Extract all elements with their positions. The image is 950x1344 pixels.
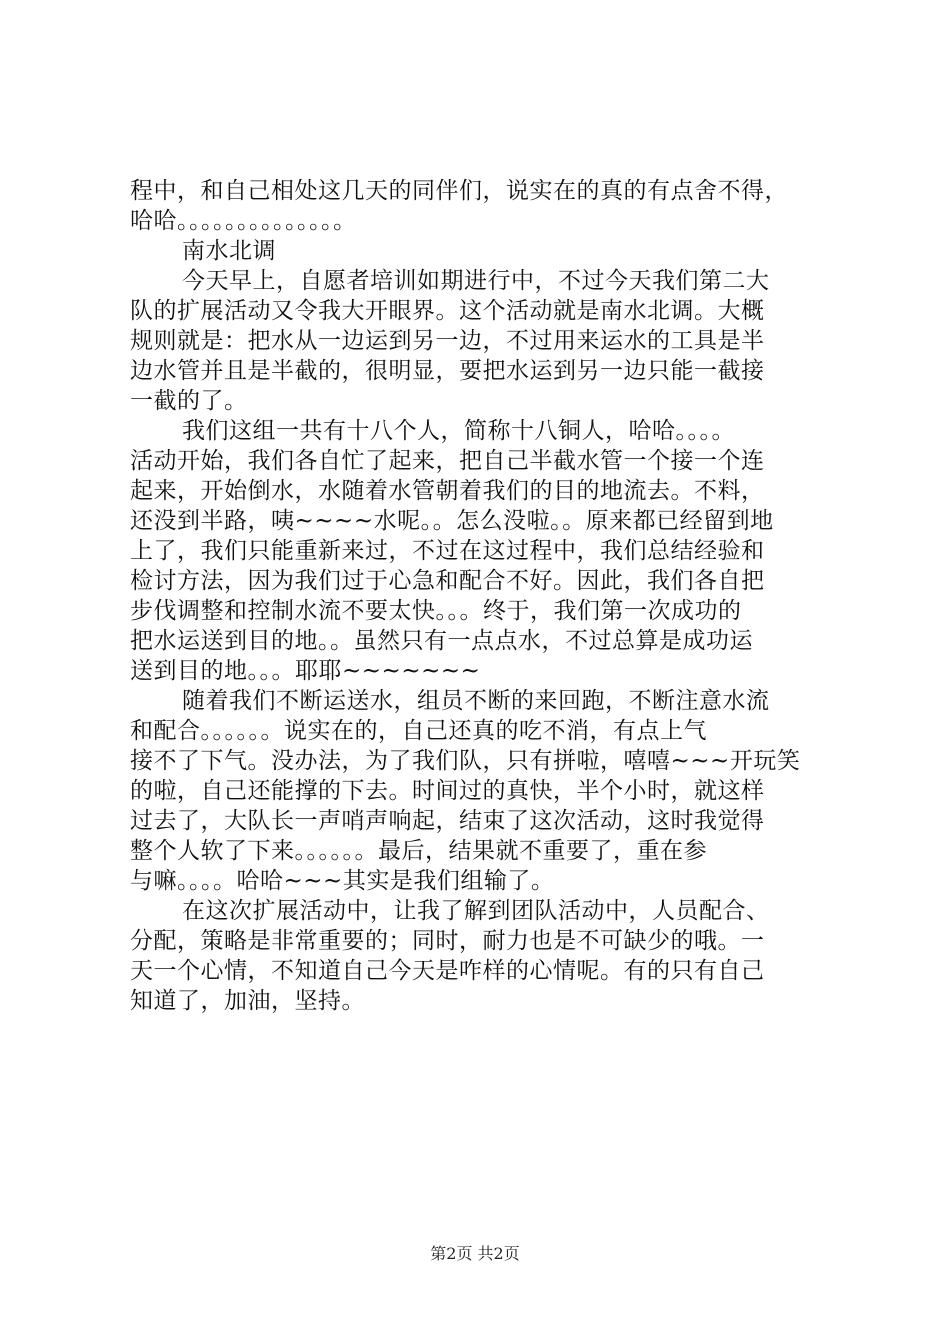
text-line: 天一个心情，不知道自己今天是咋样的心情呢。有的只有自己 — [130, 958, 765, 984]
section-heading: 南水北调 — [182, 238, 276, 264]
text-line: 随着我们不断运送水，组员不断的来回跑，不断注意水流 — [182, 688, 770, 714]
text-line: 与嘛。。。。哈哈~~~其实是我们组输了。 — [130, 868, 555, 894]
text-line: 哈哈。。。。。。。。。。。。。。 — [130, 208, 357, 234]
document-body — [130, 176, 830, 1016]
text-line: 整个人软了下来。。。。。。最后，结果就不重要了，重在参 — [130, 838, 707, 864]
text-line: 和配合。。。。。。说实在的，自己还真的吃不消，有点上气 — [130, 718, 707, 744]
text-line: 我们这组一共有十八个人，简称十八铜人，哈哈。。。。 — [182, 418, 735, 444]
text-line: 队的扩展活动又令我大开眼界。这个活动就是南水北调。大概 — [130, 298, 765, 324]
text-line: 把水运送到目的地。。虽然只有一点点水，不过总算是成功运 — [130, 628, 753, 654]
text-line: 在这次扩展活动中，让我了解到团队活动中，人员配合、 — [182, 898, 770, 924]
text-line: 检讨方法，因为我们过于心急和配合不好。因此，我们各自把 — [130, 568, 765, 594]
text-line: 知道了，加油，坚持。 — [130, 988, 365, 1014]
page-number-label: 第2页 共2页 — [430, 1244, 520, 1263]
text-line: 步伐调整和控制水流不要太快。。。终于，我们第一次成功的 — [130, 598, 742, 624]
text-line: 今天早上，自愿者培训如期进行中，不过今天我们第二大 — [182, 268, 770, 294]
text-line: 接不了下气。没办法，为了我们队，只有拼啦，嘻嘻~~~开玩笑 — [130, 748, 801, 774]
text-line: 边水管并且是半截的，很明显，要把水运到另一边只能一截接 — [130, 358, 765, 384]
text-line: 过去了，大队长一声哨声响起，结束了这次活动，这时我觉得 — [130, 808, 765, 834]
text-line: 上了，我们只能重新来过，不过在这过程中，我们总结经验和 — [130, 538, 765, 564]
text-line: 一截的了。 — [130, 388, 248, 414]
text-line: 的啦，自己还能撑的下去。时间过的真快，半个小时，就这样 — [130, 778, 765, 804]
text-line: 规则就是：把水从一边运到另一边，不过用来运水的工具是半 — [130, 328, 765, 354]
page-footer — [0, 1244, 950, 1264]
text-line: 起来，开始倒水，水随着水管朝着我们的目的地流去。不料， — [130, 478, 765, 504]
text-line: 送到目的地。。。耶耶~~~~~~~ — [130, 658, 481, 684]
text-line: 程中，和自己相处这几天的同伴们，说实在的真的有点舍不得， — [130, 178, 788, 204]
text-line: 活动开始，我们各自忙了起来，把自己半截水管一个接一个连 — [130, 448, 765, 474]
text-line: 分配，策略是非常重要的；同时，耐力也是不可缺少的哦。一 — [130, 928, 765, 954]
text-line: 还没到半路，咦~~~~水呢。。怎么没啦。。原来都已经留到地 — [130, 508, 774, 534]
